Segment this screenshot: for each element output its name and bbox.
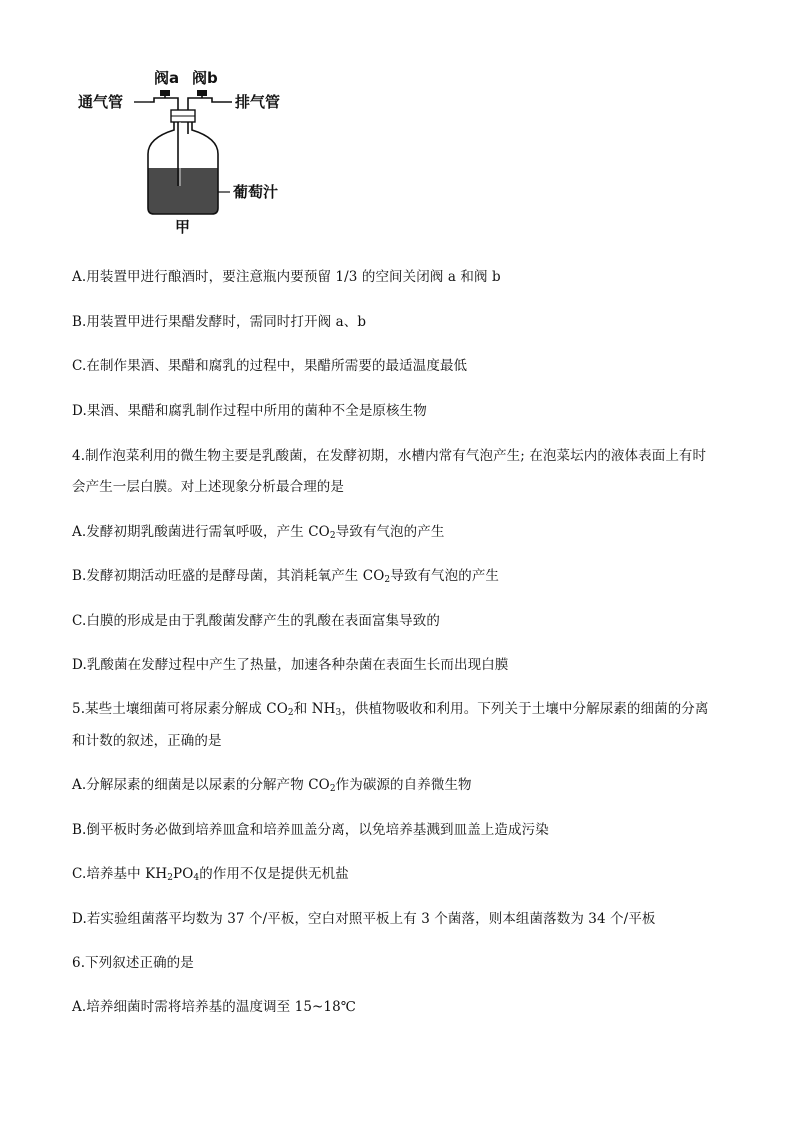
grape-juice-label: 葡萄汁 [233,183,279,201]
q5-stem-line1: 5.某些土壤细菌可将尿素分解成 $CO_2$和 $NH_3$，供植物吸收和利用。下列关于土壤中分解尿素的细菌的分离 [72,701,709,718]
fermentation-device-figure [78,68,298,238]
q5-stem-line2: 和计数的叙述，正确的是 [72,733,222,749]
q5-option-a: A.分解尿素的细菌是以尿素的分解产物 $CO_2$作为碳源的自养微生物 [72,777,472,794]
q4-option-b: B.发酵初期活动旺盛的是酵母菌，其消耗氧产生 $CO_2$导致有气泡的产生 [72,568,500,585]
q3-option-c: C.在制作果酒、果醋和腐乳的过程中，果醋所需要的最适温度最低 [72,358,468,374]
inlet-tube [150,98,178,110]
q4-stem-line2: 会产生一层白膜。对上述现象分析最合理的是 [72,479,344,495]
valve-a-mark [160,90,170,96]
inlet-tube-label: 通气管 [78,93,124,111]
device-label: 甲 [175,218,191,236]
q4-option-a: A.发酵初期乳酸菌进行需氧呼吸，产生 $CO_2$导致有气泡的产生 [72,524,445,541]
valve-a-label: 阀a [154,69,180,87]
q3-option-a: A.用装置甲进行酿酒时，要注意瓶内要预留 1/3 的空间关闭阀 a 和阀 b [72,269,501,285]
exhaust-tube-label: 排气管 [235,93,281,111]
q3-option-b: B.用装置甲进行果醋发酵时，需同时打开阀 a、b [72,314,367,330]
q5-option-d: D.若实验组菌落平均数为 37 个/平板，空白对照平板上有 3 个菌落，则本组菌落数为 34 个/平板 [72,911,656,927]
q3-option-d: D.果酒、果醋和腐乳制作过程中所用的菌种不全是原核生物 [72,403,427,419]
grape-juice-liquid [148,168,218,214]
exhaust-tube [188,98,232,110]
q5-option-c: C.培养基中 $KH_2PO_4$的作用不仅是提供无机盐 [72,866,349,883]
valve-b-mark [197,90,207,96]
q6-stem: 6.下列叙述正确的是 [72,955,194,971]
valve-b-label: 阀b [192,69,218,87]
q6-option-a: A.培养细菌时需将培养基的温度调至 15~18℃ [72,999,357,1015]
q4-option-c: C.白膜的形成是由于乳酸菌发酵产生的乳酸在表面富集导致的 [72,613,440,629]
q5-option-b: B.倒平板时务必做到培养皿盒和培养皿盖分离，以免培养基溅到皿盖上造成污染 [72,822,549,838]
q4-option-d: D.乳酸菌在发酵过程中产生了热量，加速各种杂菌在表面生长而出现白膜 [72,657,509,673]
q4-stem-line1: 4.制作泡菜利用的微生物主要是乳酸菌，在发酵初期，水槽内常有气泡产生; 在泡菜坛内的液体表面上有时 [72,448,707,464]
